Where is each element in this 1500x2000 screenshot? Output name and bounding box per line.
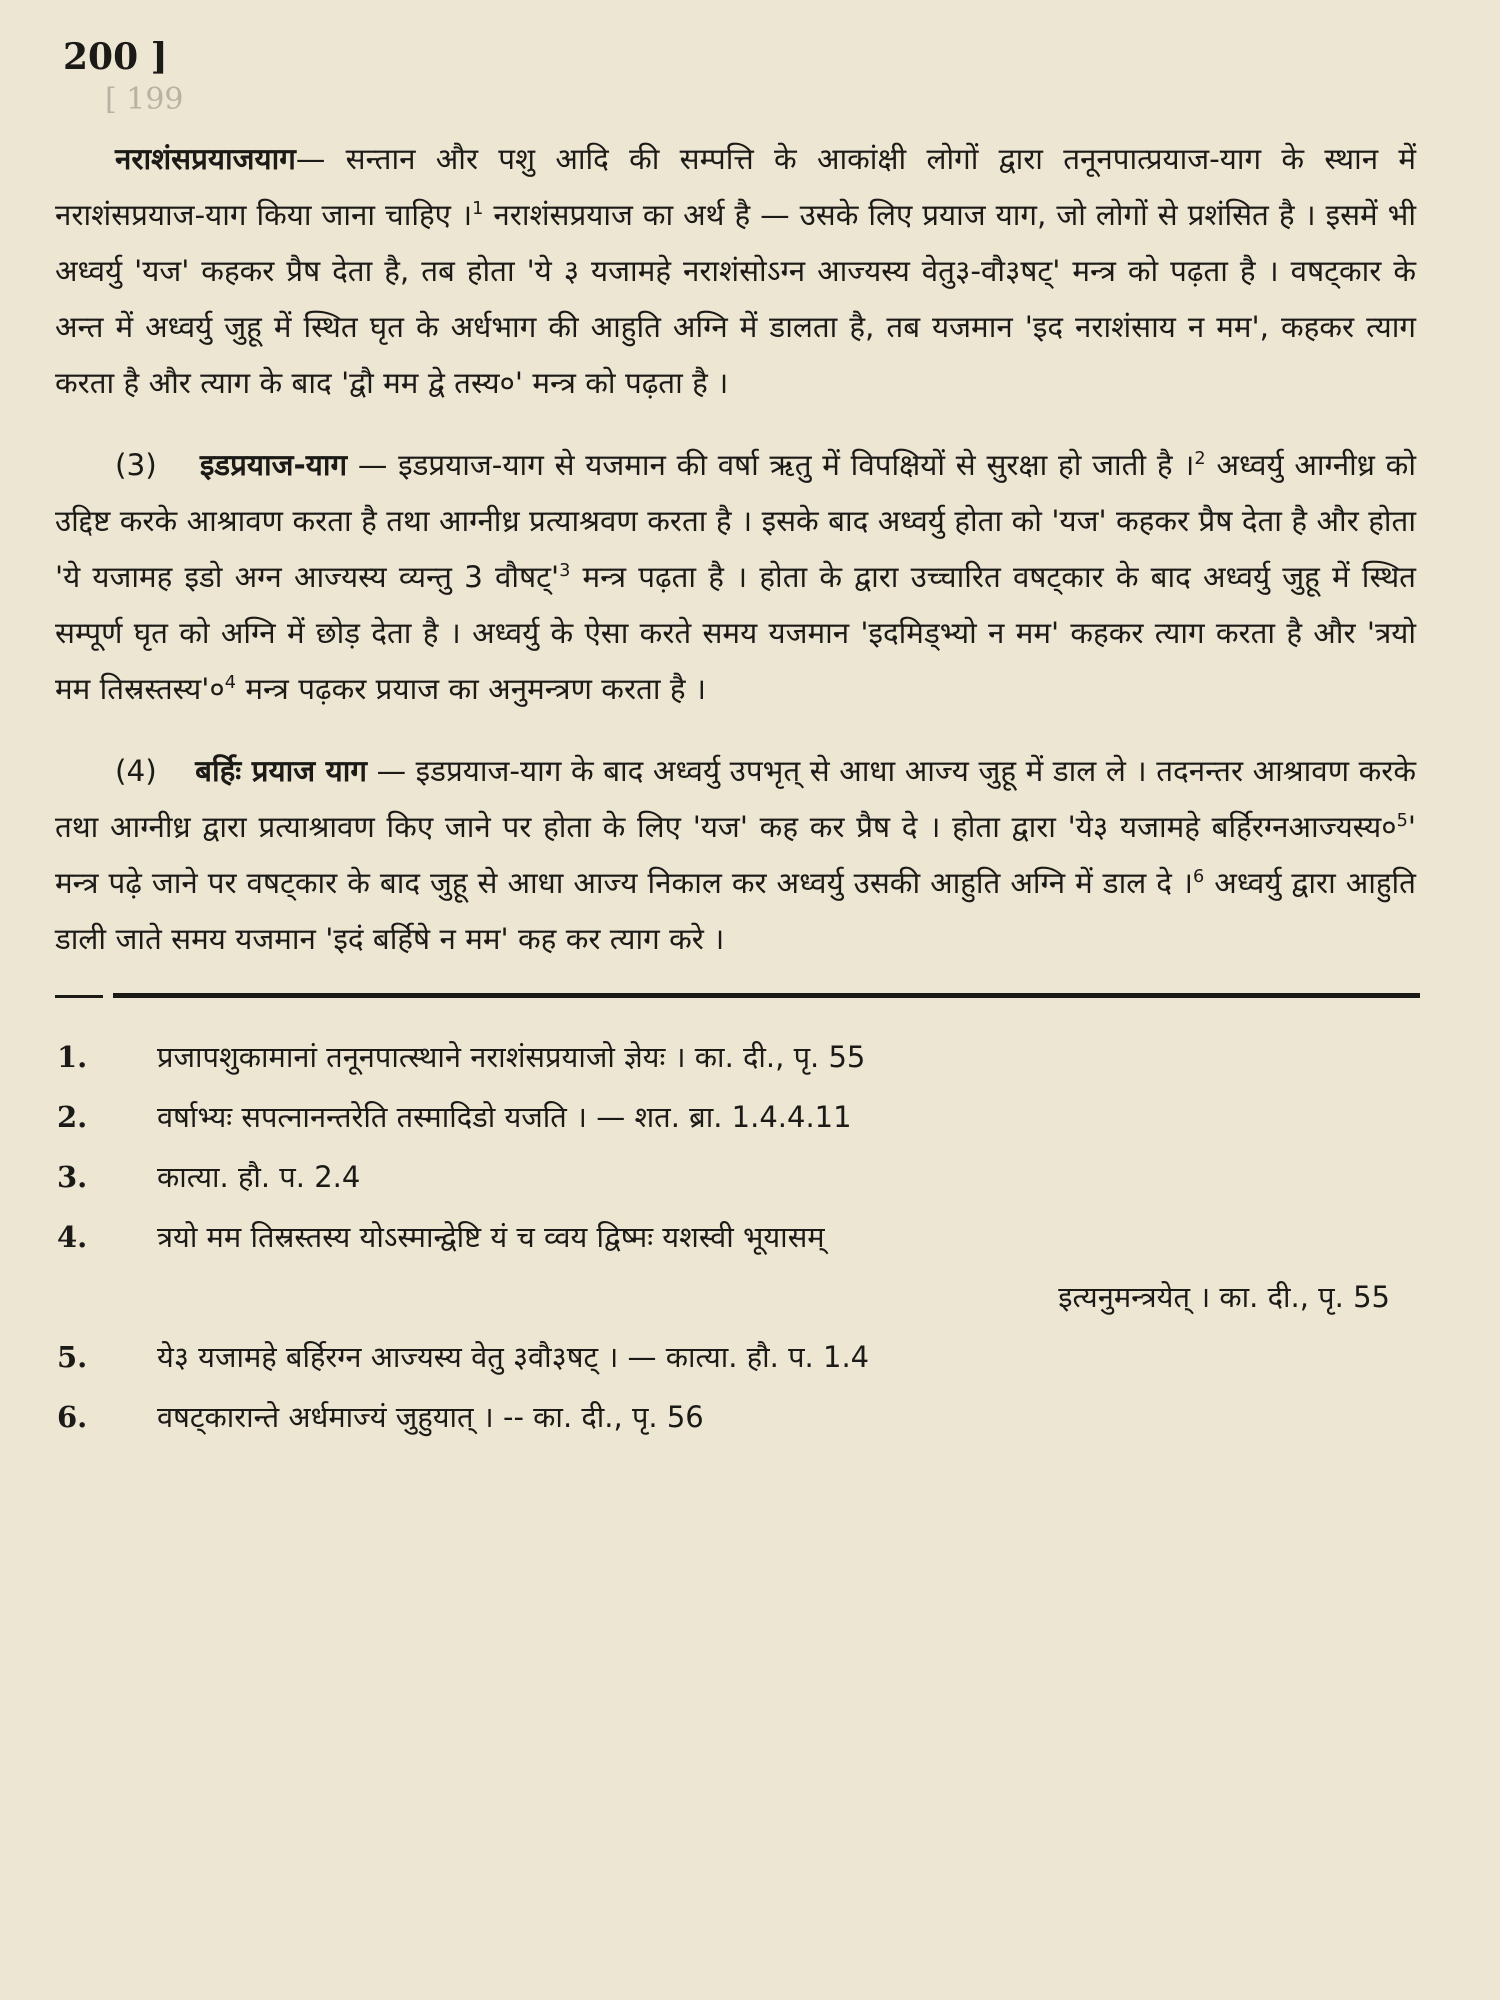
footnote-continuation: इत्यनुमन्त्रयेत् । का. दी., पृ. 55: [1058, 1280, 1390, 1314]
footnote-marker: 6: [1193, 867, 1205, 888]
footnote-number: 6.: [57, 1400, 88, 1434]
heading-idaprayaja: इडप्रयाज-याग: [199, 448, 348, 482]
paragraph-text: मन्त्र पढ़कर प्रयाज का अनुमन्त्रण करता है ।: [235, 672, 707, 706]
footnote-text: ये३ यजामहे बर्हिरग्न आज्यस्य वेतु ३वौ३षट् । — कात्या. हौ. प. 1.4: [157, 1340, 870, 1374]
footnote-marker: 5: [1396, 811, 1408, 832]
footnote-marker: 3: [559, 561, 571, 582]
footnote-divider: [55, 993, 1420, 1001]
footnote-number: 4.: [57, 1220, 88, 1254]
footnote-text: वर्षाभ्यः सपत्नानन्तरेति तस्मादिडो यजति । — शत. ब्रा. 1.4.4.11: [157, 1100, 852, 1134]
paragraph-text: — इडप्रयाज-याग के बाद अध्वर्यु उपभृत् से आधा आज्य जुहू में डाल ले । तदनन्तर आश्रावण करके तथा आग्नीध्र द्वारा प्रत्याश्रावण किए जाने पर होता के लिए 'यज' कह कर प्रैष दे । होता द्वारा 'ये३ यजामहे बर्हिरग्नआज्यस्य०: [55, 754, 1416, 844]
footnote: [55, 1327, 1420, 1387]
footnote: [55, 1207, 1420, 1327]
footnotes-list: [55, 1027, 1420, 1447]
heading-narashamsa: नराशंसप्रयाजयाग: [115, 142, 296, 176]
footnote: [55, 1087, 1420, 1147]
footnote: [55, 1387, 1420, 1447]
paragraph-text: — इडप्रयाज-याग से यजमान की वर्षा ऋतु में विपक्षियों से सुरक्षा हो जाती है ।: [347, 448, 1195, 482]
footnote: [55, 1147, 1420, 1207]
divider-short-segment: [55, 995, 103, 998]
section-number: (4): [115, 754, 157, 788]
footnote-body: [157, 1207, 1420, 1327]
footnote-text: वषट्कारान्ते अर्धमाज्यं जुहुयात् । -- का. दी., पृ. 56: [157, 1400, 704, 1434]
section-number: (3): [115, 448, 157, 482]
footnote-text: त्रयो मम तिस्रस्तस्य योऽस्मान्द्वेष्टि यं च व्वय द्विष्मः यशस्वी भूयासम्: [157, 1220, 825, 1254]
footnote-text: प्रजापशुकामानां तनूनपात्स्थाने नराशंसप्रयाजो ज्ञेयः । का. दी., पृ. 55: [157, 1040, 866, 1074]
footnote-marker: 2: [1194, 449, 1206, 470]
paragraph-text: — सन्तान और पशु आदि की सम्पत्ति के आकांक्षी लोगों द्वारा तनूनपात्प्रयाज-याग के स्थान में नराशंसप्रयाज-याग किया जाना चाहिए ।: [55, 142, 1416, 232]
footnote: [55, 1027, 1420, 1087]
heading-barhih: बर्हिः प्रयाज याग: [195, 754, 367, 788]
footnote-text: कात्या. हौ. प. 2.4: [157, 1160, 361, 1194]
footnote-marker: 1: [472, 199, 484, 220]
divider-long-segment: [113, 993, 1420, 998]
paragraph-idaprayaja: [55, 437, 1420, 717]
paragraph-text: अध्वर्यु आग्नीध्र को उद्दिष्ट करके आश्रावण करता है तथा आग्नीध्र प्रत्याश्रवण करता है । इसके बाद अध्वर्यु होता को 'यज' कहकर प्रैष देता है और होता 'ये यजामह इडो अग्न आज्यस्य व्यन्तु 3 वौषट्': [55, 448, 1416, 594]
page-number: 200 ]: [63, 36, 168, 78]
paragraph-narashamsa: [55, 131, 1420, 411]
paragraph-text: ' मन्त्र पढ़े जाने पर वषट्कार के बाद जुहू से आधा आज्य निकाल कर अध्वर्यु उसकी आहुति अग्नि में डाल दे ।: [55, 810, 1416, 900]
paragraph-barhih: [55, 743, 1420, 967]
paragraph-text: अध्वर्यु द्वारा आहुति डाली जाते समय यजमान 'इदं बर्हिषे न मम' कह कर त्याग करे ।: [55, 866, 1417, 956]
footnote-marker: 4: [224, 673, 236, 694]
footnote-number: 5.: [57, 1340, 88, 1374]
bleed-through-page-number: [ 199: [105, 82, 184, 117]
paragraph-text: नराशंसप्रयाज का अर्थ है — उसके लिए प्रयाज याग, जो लोगों से प्रशंसित है । इसमें भी अध्वर्यु 'यज' कहकर प्रैष देता है, तब होता 'ये ३ यजामहे नराशंसोऽग्न आज्यस्य वेतु३-वौ३षट्' मन्त्र को पढ़ता है । वषट्कार के अन्त में अध्वर्यु जुहू में स्थित घृत के अर्धभाग की आहुति अग्नि में डालता है, तब यजमान 'इद नराशंसाय न मम', कहकर त्याग करता है और त्याग के बाद 'द्वौ मम द्वे तस्य०' मन्त्र को पढ़ता है ।: [55, 198, 1417, 400]
footnote-number: 3.: [57, 1160, 88, 1194]
footnote-number: 1.: [57, 1040, 88, 1074]
paragraph-text: मन्त्र पढ़ता है । होता के द्वारा उच्चारित वषट्कार के बाद अध्वर्यु जुहू में स्थित सम्पूर्ण घृत को अग्नि में छोड़ देता है । अध्वर्यु के ऐसा करते समय यजमान 'इदमिड्भ्यो न मम' कहकर त्याग करता है और 'त्रयो मम तिस्रस्तस्य'०: [55, 560, 1416, 706]
footnote-number: 2.: [57, 1100, 88, 1134]
